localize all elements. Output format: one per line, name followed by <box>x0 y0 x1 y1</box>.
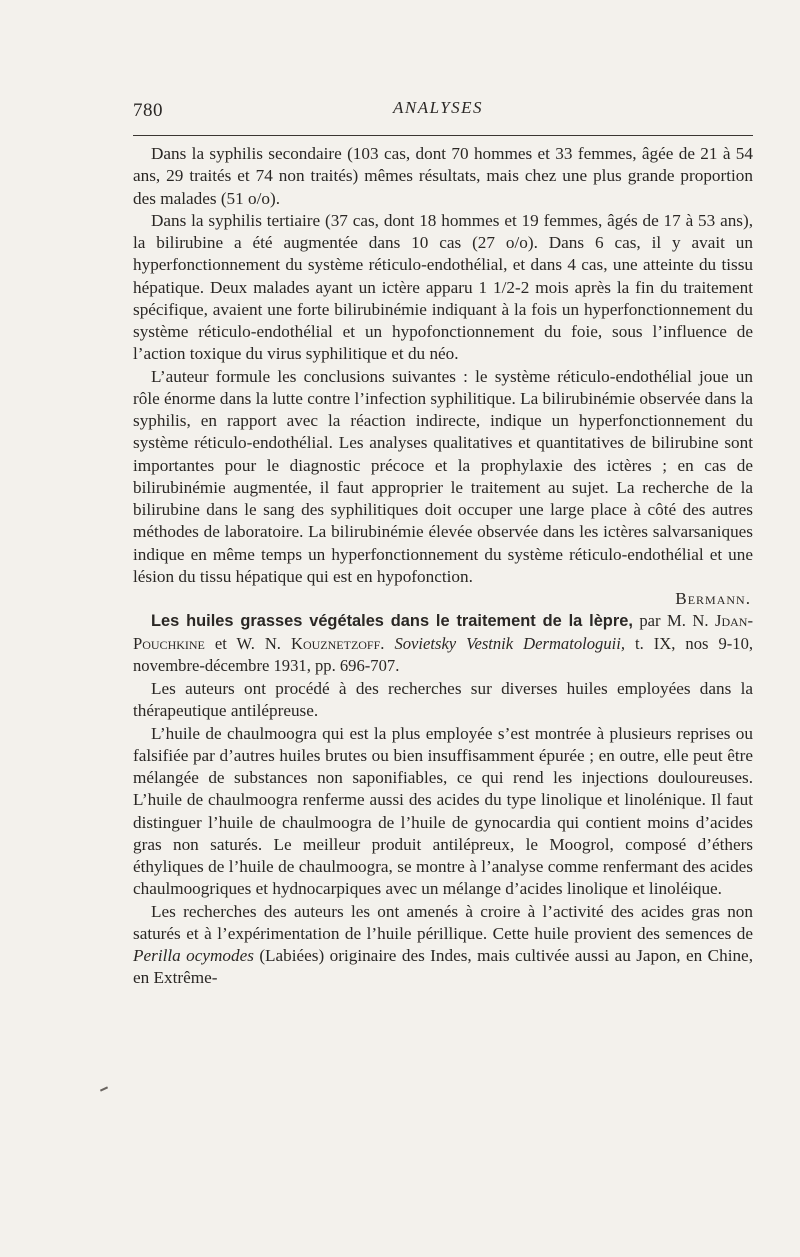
species-name: Perilla ocymodes <box>133 946 254 966</box>
review-signature: Bermann. <box>675 589 751 608</box>
article-author: Kouznetzoff. <box>290 633 385 653</box>
paragraph-text: (Labiées) originaire des Indes, mais cultivée aussi au Japon, en Chine, en Extrême- <box>133 946 753 988</box>
paragraph: Les auteurs ont procédé à des recherches sur diverses huiles employées dans la thérapeutique antilépreuse. <box>133 679 753 721</box>
header-rule <box>133 135 753 136</box>
running-head: ANALYSES <box>393 98 484 117</box>
article-title: Les huiles grasses végétales dans le traitement de la lèpre, <box>151 612 633 631</box>
page-number: 780 <box>133 100 163 121</box>
paragraph: Dans la syphilis secondaire (103 cas, dont 70 hommes et 33 femmes, âgée de 21 à 54 ans, 29 traités et 74 non traités) mêmes résultats, mais chez une plus grande proportion des malades (51 o/o). <box>133 144 753 208</box>
article-author: Jdan-Pouchkine <box>133 611 753 653</box>
body-text <box>133 143 753 990</box>
article-heading <box>133 610 753 678</box>
paragraph: L’huile de chaulmoogra qui est la plus employée s’est montrée à plusieurs reprises ou falsifiée par d’autres huiles brutes ou bien insuffisamment épurée ; en outre, elle peut être mélangée de substances non saponifiables, ce qui rend les injections douloureuses. L’huile de chaulmoogra renferme aussi des acides du type linolique et linolénique. Il faut distinguer l’huile de chaulmoogra de l’huile de gynocardia qui contient moins d’acides gras non saturés. Le meilleur produit antilépreux, le Moogrol, composé d’éthers éthyliques de l’huile de chaulmoogra, se montre à l’analyse comme renfermant des acides chaulmoogriques et hydnocarpiques avec un mélange d’acides linolique et linoléique. <box>133 723 753 899</box>
page-header <box>133 96 753 132</box>
paragraph: L’auteur formule les conclusions suivantes : le système réticulo-endothélial joue un rôle énorme dans la lutte contre l’infection syphilitique. La bilirubinémie observée dans la syphilis, en rapport avec la réaction indirecte, indique un hyperfonctionnement du système réticulo-endothélial. Les analyses qualitatives et quantitatives de bilirubine sont importantes pour le diagnostic précoce et la prophylaxie des ictères ; en cas de bilirubinémie augmentée, il faut approprier le traitement au sujet. La recherche de la bilirubine dans le sang des syphilitiques doit occuper une large place à côté des autres méthodes de laboratoire. La bilirubinémie élevée observée dans les ictères salvarsaniques indique en même temps un hyperfonctionnement du système réticulo-endothélial et une lésion du tissu hépatique qui est en hypofonction. <box>133 366 753 586</box>
journal-name: Sovietsky Vestnik Dermatologuii, <box>394 633 626 653</box>
article-by: par M. N. <box>639 611 709 631</box>
margin-mark <box>100 1086 108 1091</box>
paragraph <box>133 901 753 990</box>
article-and: et W. N. <box>214 633 281 653</box>
journal-citation: t. IX, nos 9-10, novembre-décembre 1931, pp. 696-707. <box>133 633 754 676</box>
paragraph-text: Les recherches des auteurs les ont amenés à croire à l’activité des acides gras non saturés et à l’expérimentation de l’huile périllique. Cette huile provient des semences de <box>133 901 753 943</box>
paragraph: Dans la syphilis tertiaire (37 cas, dont 18 hommes et 19 femmes, âgés de 17 à 53 ans), la bilirubine a été augmentée dans 10 cas (27 o/o). Dans 6 cas, il y avait un hyperfonctionnement du système réticulo-endothélial, et dans 4 cas, une atteinte du tissu hépatique. Deux malades ayant un ictère apparu 1 1/2-2 mois après la fin du traitement spécifique, avaient une forte bilirubinémie indiquant à la fois un hyperfonctionnement du système réticulo-endothélial et un hypofonctionnement du foie, sous l’influence de l’action toxique du virus syphilitique et du néo. <box>133 210 753 364</box>
